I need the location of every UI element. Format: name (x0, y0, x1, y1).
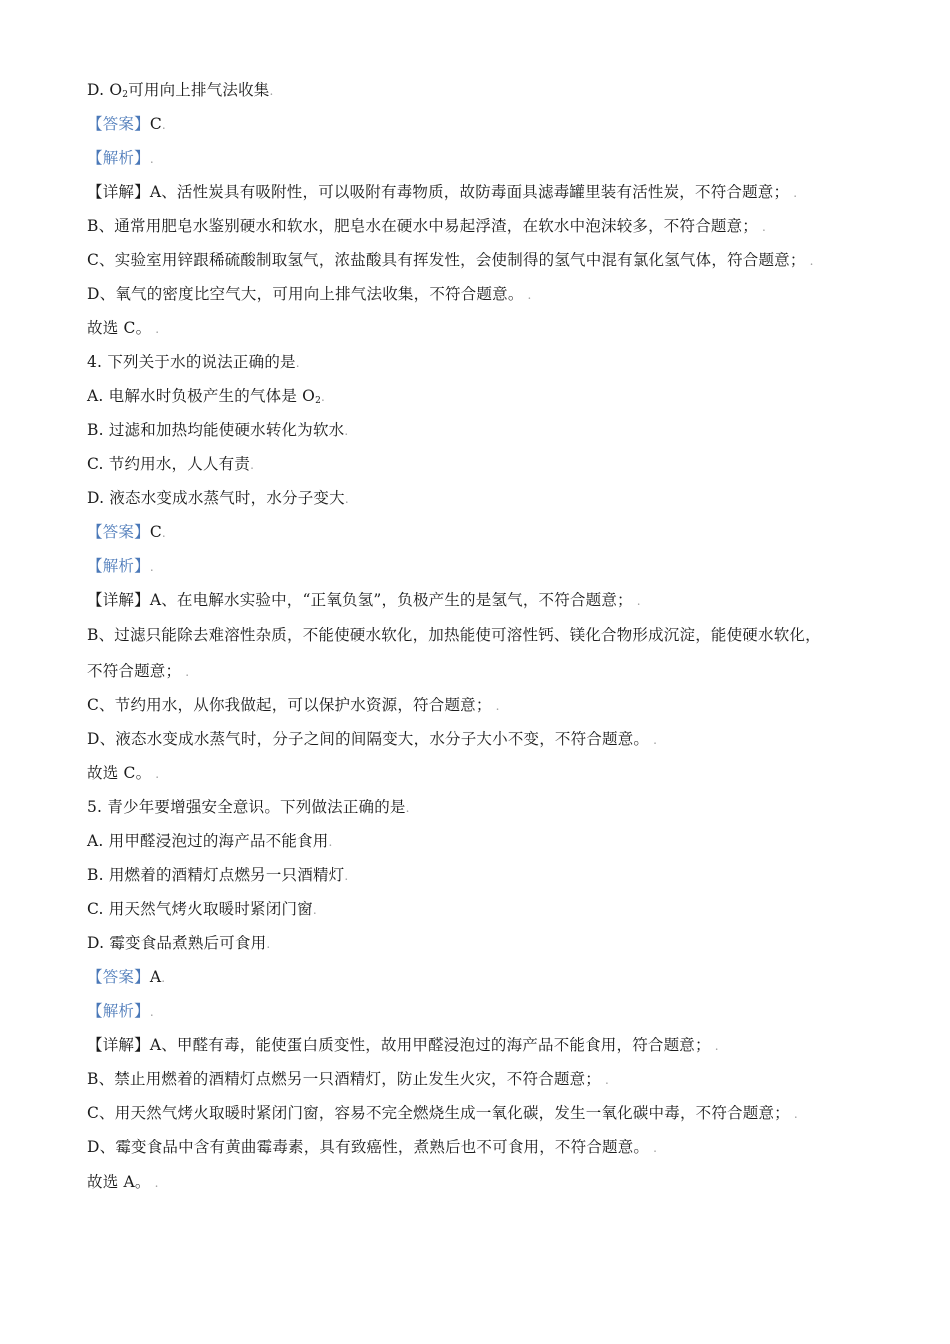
q4-detail-d: D、液态水变成水蒸气时，分子之间的间隔变大，水分子大小不变，不符合题意。 . (87, 730, 658, 748)
q5-detail-d: D、霉变食品中含有黄曲霉毒素，具有致癌性，煮熟后也不可食用，不符合题意。 . (87, 1138, 658, 1156)
q4-option-a: A. 电解水时负极产生的气体是 $O_2$. (87, 387, 326, 406)
q5-conclusion: 故选 A。 . (87, 1173, 159, 1191)
q5-analysis-label: 【解析】. (87, 1002, 154, 1020)
q5-option-c: C. 用天然气烤火取暖时紧闭门窗. (87, 900, 317, 918)
q3-answer: 【答案】C. (87, 115, 166, 133)
q5-question: 5. 青少年要增强安全意识。下列做法正确的是. (87, 798, 410, 816)
q3-detail-a: 【详解】A、活性炭具有吸附性，可以吸附有毒物质，故防毒面具滤毒罐里装有活性炭，不符合题意； . (87, 183, 798, 201)
q4-question: 4. 下列关于水的说法正确的是. (87, 353, 300, 371)
q4-option-b: B. 过滤和加热均能使硬水转化为软水. (87, 421, 349, 439)
q4-detail-a: 【详解】A、在电解水实验中，“正氧负氢”，负极产生的是氢气，不符合题意； . (87, 591, 641, 609)
q4-analysis-label: 【解析】. (87, 557, 154, 575)
q5-detail-c: C、用天然气烤火取暖时紧闭门窗，容易不完全燃烧生成一氧化碳，发生一氧化碳中毒，不符合题意； . (87, 1104, 798, 1122)
q3-option-d: D. $O_2$可用向上排气法收集. (87, 81, 274, 100)
q3-detail-d: D、氧气的密度比空气大，可用向上排气法收集，不符合题意。 . (87, 285, 532, 303)
q5-option-d: D. 霉变食品煮熟后可食用. (87, 934, 271, 952)
q4-answer: 【答案】C. (87, 523, 166, 541)
q5-detail-b: B、禁止用燃着的酒精灯点燃另一只酒精灯，防止发生火灾，不符合题意； . (87, 1070, 610, 1088)
q3-conclusion: 故选 C。 . (87, 319, 160, 337)
q3-detail-c: C、实验室用锌跟稀硫酸制取氢气，浓盐酸具有挥发性，会使制得的氢气中混有氯化氢气体，符合题意； . (87, 251, 814, 269)
q5-option-a: A. 用甲醛浸泡过的海产品不能食用. (87, 832, 333, 850)
q4-detail-b-line1: B、过滤只能除去难溶性杂质，不能使硬水软化，加热能使可溶性钙、镁化合物形成沉淀，能使硬水软化， (87, 626, 821, 644)
q5-answer: 【答案】A. (87, 968, 166, 986)
q4-detail-b-line2: 不符合题意； . (87, 662, 190, 680)
q5-detail-a: 【详解】A、甲醛有毒，能使蛋白质变性，故用甲醛浸泡过的海产品不能食用，符合题意； . (87, 1036, 719, 1054)
q4-conclusion: 故选 C。 . (87, 764, 160, 782)
q5-option-b: B. 用燃着的酒精灯点燃另一只酒精灯. (87, 866, 349, 884)
q4-option-d: D. 液态水变成水蒸气时，水分子变大. (87, 489, 349, 507)
q3-analysis-label: 【解析】. (87, 149, 154, 167)
q4-detail-c: C、节约用水，从你我做起，可以保护水资源，符合题意； . (87, 696, 500, 714)
q4-option-c: C. 节约用水，人人有责. (87, 455, 255, 473)
q3-detail-b: B、通常用肥皂水鉴别硬水和软水，肥皂水在硬水中易起浮渣，在软水中泡沫较多，不符合题意； . (87, 217, 767, 235)
